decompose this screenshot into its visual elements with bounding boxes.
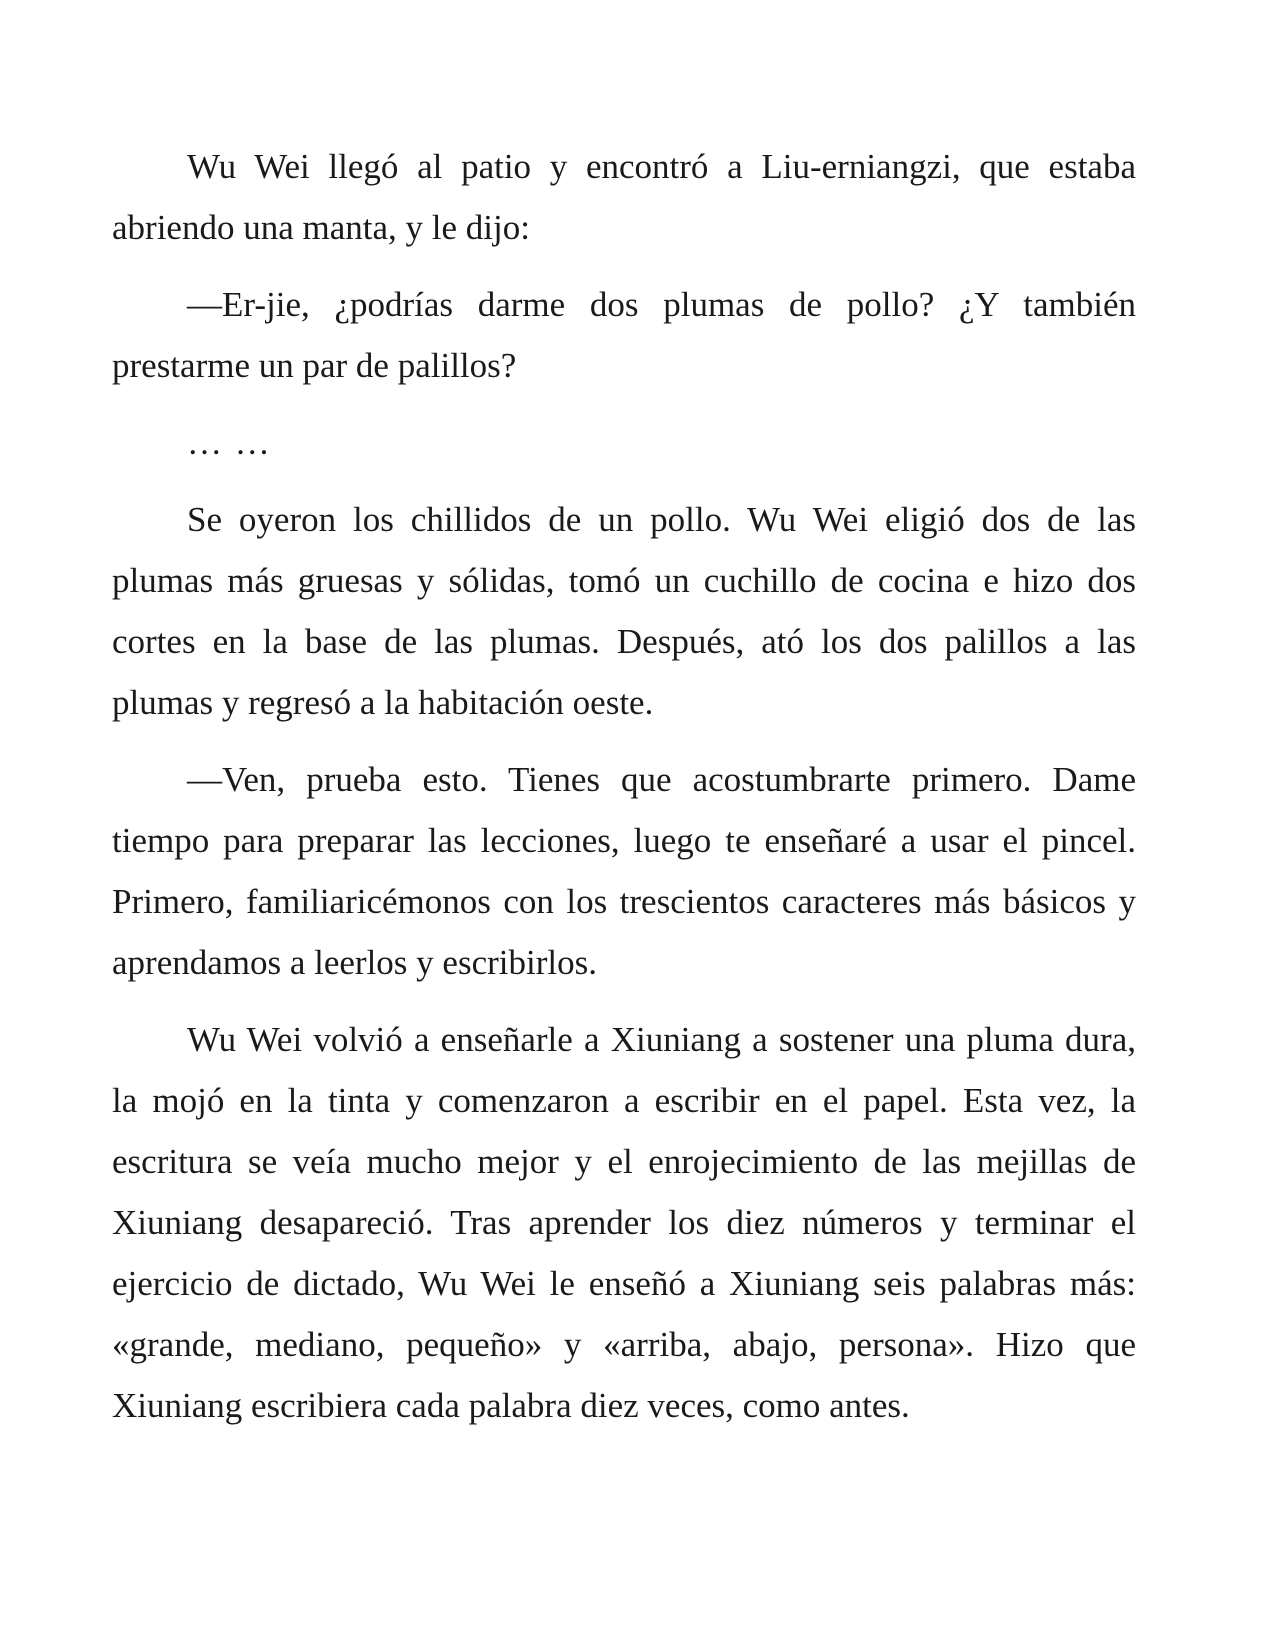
body-text [112,136,1136,1452]
scene-break-ellipsis: … … [187,423,272,462]
paragraph-instruction: —Ven, prueba esto. Tienes que acostumbrarte primero. Dame tiempo para preparar las lecciones, luego te enseñaré a usar el pincel. Primero, familiaricémonos con los trescientos caracteres más básicos y aprendamos a leerlos y escribirlos. [112,760,1136,982]
paragraph-feathers: Se oyeron los chillidos de un pollo. Wu Wei eligió dos de las plumas más gruesas y sólidas, tomó un cuchillo de cocina e hizo dos cortes en la base de las plumas. Después, ató los dos palillos a las plumas y regresó a la habitación oeste. [112,500,1136,722]
paragraph-lesson: Wu Wei volvió a enseñarle a Xiuniang a sostener una pluma dura, la mojó en la tinta y comenzaron a escribir en el papel. Esta vez, la escritura se veía mucho mejor y el enrojecimiento de las mejillas de Xiuniang desapareció. Tras aprender los diez números y terminar el ejercicio de dictado, Wu Wei le enseñó a Xiuniang seis palabras más: «grande, mediano, pequeño» y «arriba, abajo, persona». Hizo que Xiuniang escribiera cada palabra diez veces, como antes. [112,1020,1136,1425]
paragraph-request: —Er-jie, ¿podrías darme dos plumas de pollo? ¿Y también prestarme un par de palillos? [112,285,1136,385]
paragraph-arrival: Wu Wei llegó al patio y encontró a Liu-erniangzi, que estaba abriendo una manta, y le dijo: [112,147,1136,247]
